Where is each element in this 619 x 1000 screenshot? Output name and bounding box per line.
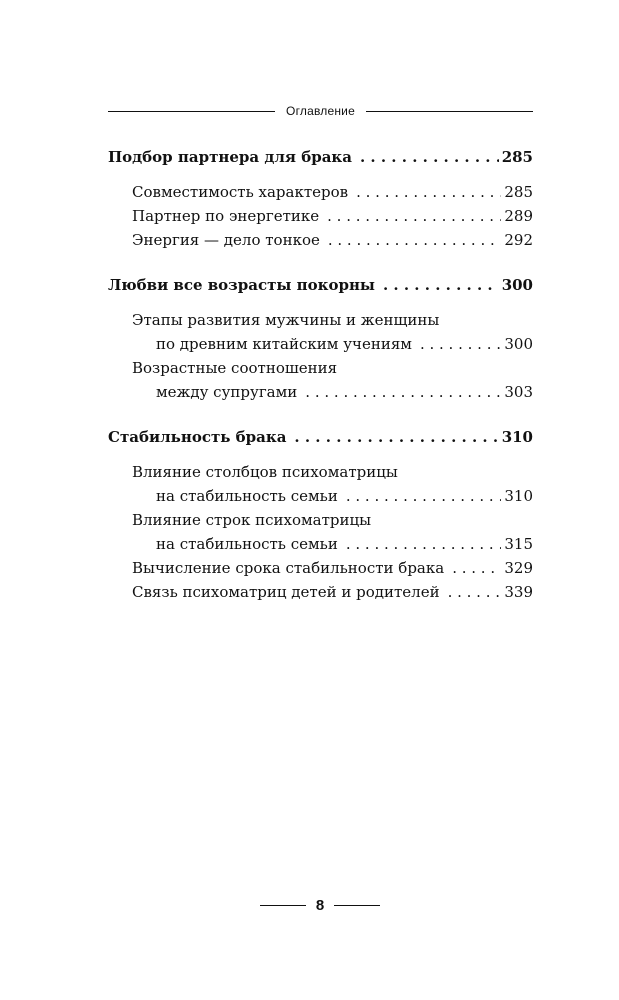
toc-section-title[interactable] <box>108 425 533 449</box>
entry-page-number: 303 <box>504 383 533 401</box>
dot-leader <box>383 273 499 297</box>
toc-entry[interactable] <box>132 308 533 356</box>
entry-page-number: 315 <box>504 535 533 553</box>
entry-page-number: 289 <box>504 207 533 225</box>
entry-page-number: 339 <box>504 583 533 601</box>
toc-section <box>108 425 533 604</box>
section-page-number: 300 <box>501 276 533 294</box>
toc-entry[interactable] <box>132 580 533 604</box>
entry-page-number: 285 <box>504 183 533 201</box>
entry-page-number: 329 <box>504 559 533 577</box>
section-title-label: Подбор партнера для брака <box>108 148 352 166</box>
toc-entry[interactable] <box>132 356 533 404</box>
dot-leader <box>452 556 501 580</box>
entry-label: Связь психоматриц детей и родителей <box>132 583 440 601</box>
entry-label-line2: на стабильность семьи <box>156 487 338 505</box>
footer-rule-left <box>260 905 306 906</box>
entry-label-line1: Влияние строк психоматрицы <box>132 511 372 529</box>
dot-leader <box>346 532 502 556</box>
dot-leader <box>327 204 501 228</box>
running-header <box>108 101 533 121</box>
toc-entry[interactable] <box>132 460 533 508</box>
section-page-number: 285 <box>501 148 533 166</box>
dot-leader <box>328 228 502 252</box>
toc-entry[interactable] <box>132 228 533 252</box>
entry-label-line2: между супругами <box>156 383 298 401</box>
section-page-number: 310 <box>501 428 533 446</box>
header-title: Оглавление <box>286 104 355 118</box>
dot-leader <box>346 484 502 508</box>
entry-page-number: 310 <box>504 487 533 505</box>
entry-page-number: 292 <box>504 231 533 249</box>
footer-rule-right <box>334 905 380 906</box>
entry-label-line1: Возрастные соотношения <box>132 359 338 377</box>
header-rule-left <box>108 111 275 112</box>
entry-label-line1: Этапы развития мужчины и женщины <box>132 311 440 329</box>
dot-leader <box>360 145 499 169</box>
entry-label: Вычисление срока стабильности брака <box>132 559 445 577</box>
table-of-contents <box>108 145 533 625</box>
toc-entry[interactable] <box>132 204 533 228</box>
entry-label-line2: на стабильность семьи <box>156 535 338 553</box>
entry-label: Партнер по энергетике <box>132 207 320 225</box>
section-title-label: Стабильность брака <box>108 428 287 446</box>
dot-leader <box>356 180 501 204</box>
toc-entry[interactable] <box>132 508 533 556</box>
toc-section-title[interactable] <box>108 145 533 169</box>
entry-page-number: 300 <box>504 335 533 353</box>
dot-leader <box>448 580 502 604</box>
header-rule-right <box>366 111 533 112</box>
toc-entry[interactable] <box>132 180 533 204</box>
toc-entry[interactable] <box>132 556 533 580</box>
dot-leader <box>420 332 501 356</box>
entry-label: Совместимость характеров <box>132 183 349 201</box>
toc-section-title[interactable] <box>108 273 533 297</box>
entry-label: Энергия — дело тонкое <box>132 231 320 249</box>
entry-label-line1: Влияние столбцов психоматрицы <box>132 463 398 481</box>
toc-section <box>108 145 533 252</box>
section-title-label: Любви все возрасты покорны <box>108 276 375 294</box>
entry-label-line2: по древним китайским учениям <box>156 335 412 353</box>
toc-section <box>108 273 533 404</box>
dot-leader <box>305 380 501 404</box>
page-footer <box>259 895 381 915</box>
page-number: 8 <box>315 896 325 914</box>
dot-leader <box>294 425 498 449</box>
